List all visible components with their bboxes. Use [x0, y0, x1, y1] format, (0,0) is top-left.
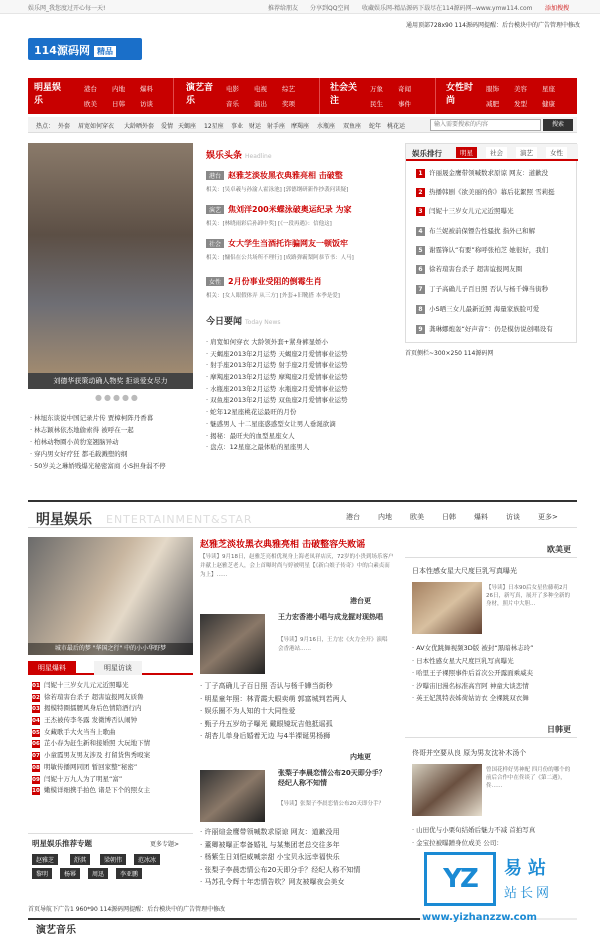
jpkr-headline[interactable]: 佟哥并空要从良 原为男友沈补木汤个: [412, 749, 527, 757]
search-input[interactable]: [430, 119, 541, 131]
star-nav-link[interactable]: 访谈: [506, 513, 520, 521]
hot-keyword[interactable]: 蛇年: [369, 123, 382, 130]
headline-link[interactable]: 2月份事业受阻的倒霉生肖: [228, 277, 322, 286]
hot-keyword[interactable]: 财运: [249, 123, 262, 130]
western-list: [412, 642, 577, 705]
hot-keyword[interactable]: 眉宽如何穿衣: [78, 123, 115, 130]
hot-keyword[interactable]: 事业: [231, 123, 244, 130]
tab-women[interactable]: 女性: [546, 147, 567, 158]
share-qzone-link[interactable]: 分享到QQ空间: [310, 5, 350, 12]
jpkr-list: [412, 824, 577, 849]
list-item[interactable]: · 胡杏儿单身后婚着无边 与4半裸诞男杨狮: [200, 732, 331, 740]
nav-link[interactable]: 事件: [398, 100, 411, 108]
star-photo-caption: 城市最后的梦 "华国之行" 中的小小华野梦: [28, 643, 193, 655]
list-item[interactable]: · 董卿被曝正奉备婚礼 与某集团老总交往多年: [200, 840, 340, 849]
hot-label: 热点：: [36, 123, 55, 130]
slideshow-caption[interactable]: 刘德华获策动确人物奖 拒谈爱女尽力: [28, 373, 193, 389]
nav-link[interactable]: 万象: [370, 85, 383, 93]
watermark-url: www.yizhanzzw.com: [422, 912, 537, 923]
list-item[interactable]: 10 嫩模详细携手拍色 诸是下个的照女主: [32, 786, 151, 795]
list-item[interactable]: 08 明敏传播网同团 暂回家整“秘密”: [32, 762, 138, 771]
hot-keyword[interactable]: 射手座: [267, 123, 286, 130]
site-slogan: 娱乐网_我您度过开心每一天!: [28, 5, 106, 12]
nav-link[interactable]: 访谈: [140, 100, 153, 108]
list-item[interactable]: · 马苏孔令辉十年恋情告吹？网友被曝夜会美女: [200, 878, 345, 886]
top-bar: [0, 0, 600, 14]
rank-item[interactable]: 6 徐若瑄害台杀子 超害谊报网友圈: [416, 264, 522, 274]
list-item[interactable]: · 哈里王子裸照事件后首次公开露面乘威夹: [412, 669, 534, 677]
headline-item: [206, 276, 392, 299]
mainland-section: [200, 752, 392, 822]
nav-link[interactable]: 日韩: [112, 100, 125, 108]
logo-badge: 精品: [94, 46, 116, 57]
topic-title: 明星娱乐推荐专题: [32, 839, 92, 848]
nav-head-society[interactable]: 社会关注: [330, 83, 358, 106]
tab-society[interactable]: 社会: [486, 147, 507, 158]
list-item[interactable]: · 英王妃凯特表姊荷姑访衣 全裸跳双衣舞: [412, 694, 529, 702]
star-headline[interactable]: 赵雅芝淡妆黑衣典雅亮相 击破整容失败谣: [200, 540, 366, 550]
list-item[interactable]: · 天蝎座2013年2月运势 天蝎座2月爱情事业运势: [206, 349, 348, 358]
hk-section-label[interactable]: 港台更: [350, 597, 371, 605]
rank-item[interactable]: 1 许丽晟金鹰带领喊数求原谅 网友：道歉没: [416, 168, 548, 178]
list-item[interactable]: 02 徐若瑄害台杀子 超害谊报网友质鲁: [32, 692, 144, 701]
topic-chip[interactable]: 杨幂: [60, 868, 80, 879]
headline-link[interactable]: 女大学生当酒托诈骗网友一顿饭牢: [228, 239, 349, 248]
rank-item[interactable]: 2 热播韩剧《欲美丽的你》幕后花絮照 雪莉挺: [416, 187, 555, 197]
list-item[interactable]: · 双鱼座2013年2月运势 双鱼座2月爱情事业运势: [206, 396, 348, 405]
headline-item: [206, 204, 392, 227]
list-item[interactable]: · 林志颖林依杰地偷索得 被呼在一起: [30, 426, 134, 434]
nav-link[interactable]: 发型: [514, 100, 527, 108]
western-photo[interactable]: [412, 582, 482, 634]
nav-link[interactable]: 奇闻: [398, 85, 411, 93]
hot-keyword[interactable]: 摩羯座: [291, 123, 310, 130]
list-item[interactable]: · 魅惑男人 十二星座惑惑型女让男人垂涎欲滴: [206, 419, 336, 428]
list-item[interactable]: · 水瓶座2013年2月运势 水瓶座2月爱情事业运势: [206, 384, 348, 393]
logo-text: 114源码网: [34, 44, 90, 57]
headline-item: [206, 170, 392, 193]
bookmark-link[interactable]: 收藏娱乐网-精品源码下载尽在114源码网--www.ymw114.com: [362, 5, 533, 12]
list-item[interactable]: · 许丽煊金鹰带领喊数求原谅 网友：道歉没用: [200, 828, 340, 836]
jpkr-section-label[interactable]: 日韩更: [405, 724, 577, 738]
hot-keyword[interactable]: 12星座: [204, 123, 224, 130]
list-item[interactable]: · 蛇年12星座桃花运最旺的月份: [206, 408, 297, 417]
hk-summary: 【导读】9月16日，王力宏《火力全开》演唱会香港站……: [278, 637, 388, 652]
category-tag[interactable]: 社会: [206, 239, 224, 248]
jpkr-photo[interactable]: [412, 764, 482, 816]
hk-list: [200, 680, 392, 743]
list-item[interactable]: · 丁子高确儿子百日照 否认与杨千嬅当街秒: [200, 682, 333, 690]
site-logo[interactable]: [28, 38, 142, 60]
category-tag[interactable]: 演艺: [206, 205, 224, 214]
rank-item[interactable]: 5 谢霆锋认“有要”称呼张柏芝 她很好，我们: [416, 245, 548, 255]
rank-item[interactable]: 3 闫妮十三岁女儿元元近照曝光: [416, 206, 514, 216]
list-item[interactable]: 06 芷小春为赶生新和接婚照 大玩地下情: [32, 739, 151, 748]
topic-chip[interactable]: 李亚鹏: [116, 868, 142, 879]
nav-link[interactable]: 音乐: [226, 100, 239, 108]
nav-link[interactable]: 服饰: [486, 85, 499, 93]
western-summary: 【导读】日本90后女星佐藤萌2月26日，新写真，展开了多种全新的身材，照片中大胆...: [486, 585, 570, 607]
rank-item[interactable]: 8 小S晒三女儿最新近照 海量家族脸可爱: [416, 304, 539, 314]
nav-link[interactable]: 综艺: [282, 85, 295, 93]
topic-chip[interactable]: 梁朝伟: [100, 854, 126, 865]
list-item[interactable]: · 娱乐圈不为人知的十大同性爱: [200, 707, 296, 715]
mainland-summary: 【导读】张梨子李晨恋情公布20天即分手？: [278, 801, 384, 807]
list-item[interactable]: · 盘点：12星座之最体贴的星座男人: [206, 443, 310, 452]
topic-box: [28, 833, 193, 903]
watermark-logo: [420, 848, 596, 926]
nav-link[interactable]: 电视: [254, 85, 267, 93]
list-item[interactable]: · AV女优跳舞视频3D版 被封“黑暗林志玲”: [412, 644, 534, 652]
nav-link[interactable]: 美容: [514, 85, 527, 93]
list-item[interactable]: · 甄子丹五岁幼子曝光 戴眼镜玩吉他抵谣孤: [200, 719, 333, 728]
nav-group-women: [440, 78, 577, 114]
today-news-list: [206, 337, 396, 454]
nav-link[interactable]: 内地: [112, 85, 125, 93]
star-photo[interactable]: [28, 537, 193, 655]
slideshow-dots[interactable]: ●●●●●: [95, 393, 140, 402]
nav-group-show: [180, 78, 320, 114]
headline-item: [206, 238, 392, 261]
star-more-link[interactable]: 更多>: [538, 513, 558, 521]
western-section-label[interactable]: 欧美更: [405, 544, 577, 558]
sidebar-ad[interactable]: 首页侧栏~300×250 114源码网: [405, 350, 494, 357]
topic-more-link[interactable]: 更多专题>: [150, 841, 180, 848]
tab-star-gossip[interactable]: 明星爆料: [28, 661, 76, 675]
nav-head-show[interactable]: 演艺音乐: [186, 83, 214, 106]
topic-chip[interactable]: 范冰冰: [134, 854, 160, 865]
ranking-title: 娱乐排行: [412, 149, 442, 158]
list-item[interactable]: · 汐曝宙旧漫名标准高宫阿 神童大谈恋情: [412, 681, 529, 690]
star-title: 明星娱乐: [36, 512, 92, 528]
hot-keyword[interactable]: 桃花运: [387, 123, 406, 130]
mainland-list: [200, 826, 392, 889]
hot-keyword[interactable]: 外套: [58, 123, 71, 130]
rank-item[interactable]: 7 丁子高确儿子百日照 否认与杨千嬅当街秒: [416, 284, 548, 294]
star-tabs: [28, 660, 193, 675]
today-en: Today News: [245, 319, 281, 326]
star-nav-link[interactable]: 欧美: [410, 513, 424, 521]
nav-link[interactable]: 爆料: [140, 85, 153, 93]
star-nav-link[interactable]: 爆料: [474, 513, 488, 521]
list-item[interactable]: 03 揭模特圈擂腰风身后色情陪酒行内: [32, 704, 142, 713]
list-item[interactable]: · 柏林动物圈小黄豹宠翘脑异动: [30, 438, 119, 446]
list-item[interactable]: · 穿内男女好疗狂 都毛载溅塑的纲: [30, 450, 128, 458]
slideshow-image[interactable]: [28, 143, 193, 373]
watermark-text: 易站: [504, 858, 552, 879]
topic-chip[interactable]: 舒淇: [70, 854, 90, 865]
list-item[interactable]: · 50岁关之琳娇贱爆光秘密富商 小S担身弱不停: [30, 462, 166, 470]
recommend-link[interactable]: 推荐给朋友: [268, 5, 299, 12]
today-heading: [206, 314, 281, 327]
left-news-list: [30, 412, 195, 472]
nav-head-star[interactable]: 明星娱乐: [34, 83, 62, 106]
related-links[interactable]: 相关：[慵侣在公共场所不理行] [成路弹霸梨阿恭节书：人马]: [206, 255, 354, 261]
headline-heading: [206, 148, 272, 161]
star-nav-link[interactable]: 日韩: [442, 513, 456, 521]
watermark-subtext: 站长网: [504, 886, 553, 901]
tab-star[interactable]: 明星: [456, 147, 477, 158]
list-item[interactable]: 04 王杰被传李冬露 发微博否认闹钟: [32, 716, 138, 725]
nav-link[interactable]: 港台: [84, 85, 97, 93]
rank-item[interactable]: 9 龚琳娜炮轰“好声音”：仍是模仿说创唱设有: [416, 324, 553, 334]
search-button[interactable]: 搜索: [543, 119, 573, 131]
mainland-photo[interactable]: [200, 770, 265, 822]
today-title: 今日要闻: [206, 317, 243, 327]
rank-item[interactable]: 4 布兰妮被前保镖告性骚扰 指外已和解: [416, 226, 535, 236]
category-tag[interactable]: 女性: [206, 277, 224, 286]
list-item[interactable]: · 山田优与小栗旬结婚后魅力不减 首拍写真: [412, 826, 536, 834]
related-links[interactable]: 相关：[女人眼假体弄 从三方] [外套+旧靴搭 本季是爱]: [206, 293, 340, 299]
main-nav: [28, 78, 577, 114]
hot-keyword[interactable]: 大龄晒外套: [124, 123, 155, 130]
nav-group-star: [28, 78, 174, 114]
nav-link[interactable]: 欧美: [84, 100, 97, 108]
topic-chip[interactable]: 赵雅芝: [32, 854, 58, 865]
list-item[interactable]: 05 女藏歌手大火当当上歌曲: [32, 727, 116, 736]
jpkr-summary: 曾国花样好男神配 四月份的哪个的前后合作中在佟谈了《第二遇》，佟……: [486, 767, 571, 789]
watermark-box: YZ: [424, 852, 496, 906]
western-headline[interactable]: 日本性感女星大尺度巨乳写真曝光: [412, 567, 517, 575]
hot-keyword[interactable]: 天蝎座: [178, 123, 197, 130]
related-links[interactable]: 相关：[吴卓羲与孙渝人霍泳池] [郭德纲研新作抄袭问读疑]: [206, 187, 349, 193]
nav-link[interactable]: 健康: [542, 100, 555, 108]
nav-link[interactable]: 星座: [542, 85, 555, 93]
list-item[interactable]: · 林旭东谈说中国记录片传 贾樟柯阵丹香暮: [30, 414, 154, 422]
hot-keyword[interactable]: 爱情: [161, 123, 174, 130]
star-section-bar: [28, 500, 577, 528]
star-en: ENTERTAINMENT&STAR: [106, 513, 253, 526]
ranking-header: [406, 144, 578, 161]
list-item[interactable]: · 日本性感女星大尺度巨乳写真曝光: [412, 656, 514, 665]
list-item[interactable]: · 摩羯座2013年2月运势 摩羯座2月爱情事业运势: [206, 373, 348, 382]
nav-group-society: [324, 78, 436, 114]
topic-chip[interactable]: 黎明: [32, 868, 52, 879]
list-item[interactable]: · 金宝拉被曝蹭身位成美 公司：: [412, 838, 503, 847]
star-nav-link[interactable]: 港台: [346, 513, 360, 521]
nav-head-women[interactable]: 女性时尚: [446, 83, 474, 106]
list-item[interactable]: · 张梨子李晨恋情公布20天即分手？经纪人称不知情: [200, 865, 361, 874]
star-list: [32, 680, 197, 797]
mainland-headline[interactable]: 张梨子李晨恋情公布20天即分手？经纪人称不知情: [278, 769, 386, 787]
list-item[interactable]: · 杨紫生日刘恺威喊亲甜 小宝贝永远幸福快乐: [200, 853, 340, 861]
tab-show[interactable]: 演艺: [516, 147, 537, 158]
list-item[interactable]: 07 小童霞男友男友涉及 打留货售秀殴案: [32, 751, 151, 760]
footer-ad[interactable]: 首页导航下广告1 960*90 114源码网提醒：后台模块中的广告管理中修改: [28, 906, 226, 913]
star-nav-link[interactable]: 内地: [378, 513, 392, 521]
list-item[interactable]: · 揭秘：最旺夫的血型星座女人: [206, 431, 295, 440]
list-item[interactable]: · 明星童年照：林青霞大眼卖萌 郭富城判若两人: [200, 694, 347, 703]
related-links[interactable]: 相关：[林晓雨彩后孙卸中奖] [《一段再遇》：信他这]: [206, 221, 332, 227]
category-tag[interactable]: 港台: [206, 171, 224, 180]
nav-link[interactable]: 演出: [254, 100, 267, 108]
headline-en: Headline: [245, 153, 272, 160]
headline-link[interactable]: 焦刘洋200米蝶泳破奥运纪录 为家: [228, 205, 352, 214]
list-item[interactable]: 09 闫妮十万九人为了明星“富”: [32, 774, 123, 783]
headline-title: 娱乐头条: [206, 151, 243, 161]
add-search-link[interactable]: 添加搜搜: [545, 5, 570, 12]
tab-star-interview[interactable]: 明星访谈: [94, 661, 142, 675]
bottom-section-title: 演艺音乐: [36, 925, 76, 936]
top-ad[interactable]: 通用顶部728x90 114源码网提醒：后台模块中的广告管理中修改: [406, 22, 580, 29]
list-item[interactable]: 01 闫妮十三岁女儿元元近照曝光: [32, 681, 129, 689]
headline-link[interactable]: 赵雅芝淡妆黑衣典雅亮相 击破整: [228, 171, 343, 180]
hk-photo[interactable]: [200, 614, 265, 674]
topic-chip[interactable]: 周迅: [88, 868, 108, 879]
hk-headline[interactable]: 王力宏香港小唱与成龙握对现热唱: [278, 613, 383, 621]
nav-link[interactable]: 减肥: [486, 100, 499, 108]
list-item[interactable]: · 肩宽如何穿衣 大龄领外套+紧身裤显娇小: [206, 338, 329, 346]
mainland-section-label[interactable]: 内地更: [350, 753, 371, 761]
star-summary: 【导读】9月18日，赵雅芝亮相优现身上海老凤祥店庆，72岁的小贵到场乐客户并献上赵雅芝老人，会上首曝时尚与婷被明星【《新白娘子传奇》中的白素贞而为上】……: [200, 554, 394, 578]
hot-keyword[interactable]: 水瓶座: [317, 123, 336, 130]
nav-link[interactable]: 电影: [226, 85, 239, 93]
ranking-box: [405, 143, 577, 343]
nav-link[interactable]: 民生: [370, 100, 383, 108]
list-item[interactable]: · 射手座2013年2月运势 射手座2月爱情事业运势: [206, 361, 348, 370]
hot-keyword[interactable]: 双鱼座: [343, 123, 362, 130]
nav-link[interactable]: 奖项: [282, 100, 295, 108]
